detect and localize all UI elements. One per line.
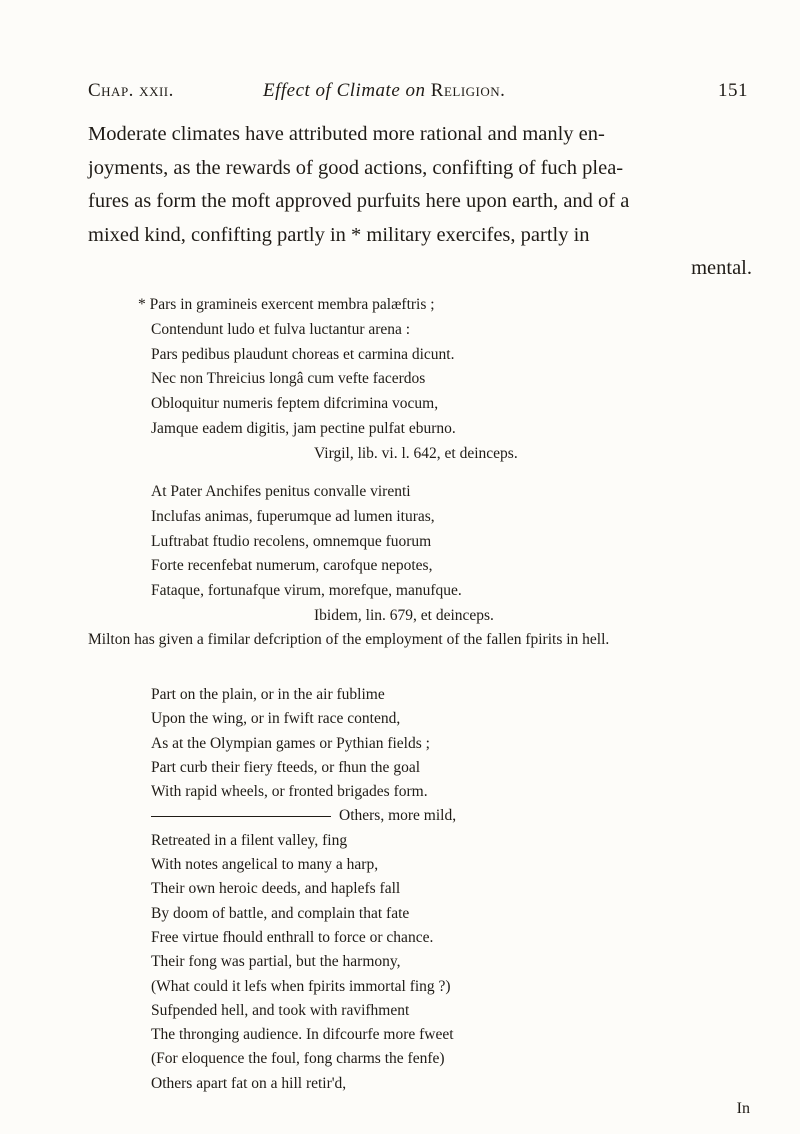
poem-line: Their fong was partial, but the harmony, (151, 953, 401, 971)
poem-line: As at the Olympian games or Pythian fields ; (151, 734, 430, 752)
verse-line: Contendunt ludo et fulva luctantur arena : (151, 320, 411, 338)
verse-line: Nec non Threicius longâ cum vefte facerdos (151, 370, 426, 388)
poem-line: Retreated in a filent valley, fing (151, 831, 348, 849)
intro-line: mixed kind, confifting partly in * military exercifes, partly in (88, 223, 590, 246)
chapter-label: Chap. xxii. (88, 80, 174, 101)
poem-line: With rapid wheels, or fronted brigades form. (151, 783, 428, 801)
poem-line: Sufpended hell, and took with ravifhment (151, 1001, 410, 1019)
verse-line: Jamque eadem digitis, jam pectine pulfat eburno. (151, 419, 456, 437)
page-number: 151 (718, 80, 748, 101)
poem-line: Free virtue fhould enthrall to force or chance. (151, 928, 434, 946)
running-title-italic: Effect of Climate on (263, 80, 426, 101)
poem-line: With notes angelical to many a harp, (151, 856, 379, 874)
catchword: In (736, 1100, 750, 1117)
verse-citation: Virgil, lib. vi. l. 642, et deinceps. (314, 444, 518, 462)
poem-line: The thronging audience. In difcourfe more fweet (151, 1026, 454, 1044)
running-title (263, 80, 505, 102)
poem-line: Part on the plain, or in the air fublime (151, 686, 385, 703)
running-title-caps: Religion. (430, 80, 506, 101)
virgil-quote-2 (151, 480, 494, 629)
verse-line: Fataque, fortunafque virum, morefque, manufque. (151, 582, 462, 600)
poem-line: Their own heroic deeds, and haplefs fall (151, 880, 401, 898)
verse-line: Forte recenfebat numerum, carofque nepotes, (151, 557, 433, 575)
poem-dash-text: Others, more mild, (339, 807, 457, 825)
intro-line: joyments, as the rewards of good actions, confifting of fuch plea- (88, 156, 624, 179)
verse-line: Inclufas animas, fuperumque ad lumen ituras, (151, 507, 435, 525)
verse-line: Obloquitur numeris feptem difcrimina vocum, (151, 395, 439, 413)
poem-line: (For eloquence the foul, fong charms the fenfe) (151, 1050, 445, 1068)
ellipsis-rule (151, 816, 331, 817)
poem-line: (What could it lefs when fpirits immortal fing ?) (151, 977, 451, 995)
intro-line: Moderate climates have attributed more rational and manly en- (88, 123, 605, 145)
poem-line: Part curb their fiery fteeds, or fhun the goal (151, 758, 421, 776)
verse-line: Luftrabat ftudio recolens, omnemque fuorum (151, 532, 432, 550)
poem-line: Upon the wing, or in fwift race contend, (151, 710, 401, 728)
intro-line: mental. (691, 257, 752, 279)
verse-line: Pars pedibus plaudunt choreas et carmina dicunt. (151, 345, 455, 363)
intro-paragraph (88, 118, 752, 286)
verse-citation: Ibidem, lin. 679, et deinceps. (314, 606, 494, 624)
poem-line: Others apart fat on a hill retir'd, (151, 1074, 347, 1092)
poem-line: By doom of battle, and complain that fate (151, 904, 410, 922)
verse-line: At Pater Anchifes penitus convalle virenti (151, 483, 411, 500)
verse-line: * Pars in gramineis exercent membra palæftris ; (138, 296, 435, 313)
running-header (88, 80, 748, 110)
milton-poem (151, 683, 456, 1096)
virgil-quote-1 (138, 293, 518, 467)
intro-line: fures as form the moft approved purfuits here upon earth, and of a (88, 190, 630, 212)
poem-line-dashed (151, 804, 456, 828)
milton-intro: Milton has given a fimilar defcription of the employment of the fallen fpirits in hell. (88, 631, 610, 648)
